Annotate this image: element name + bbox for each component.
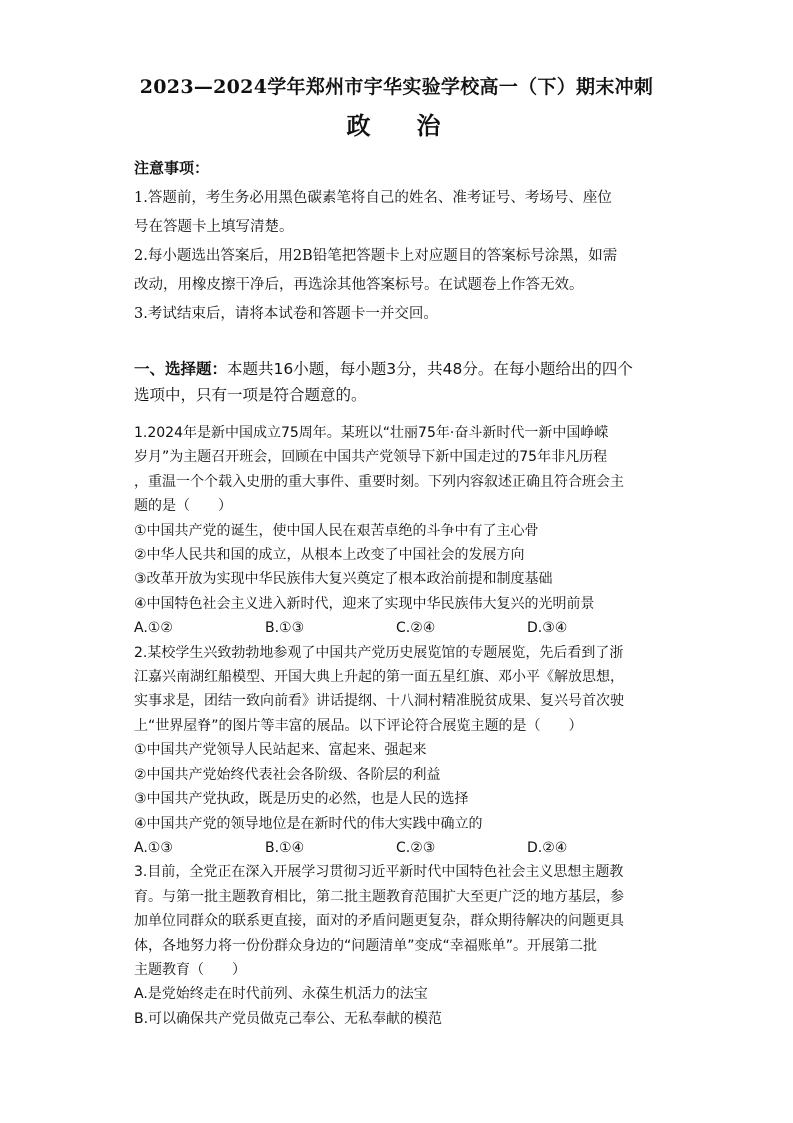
question-item: ④中国特色社会主义进入新时代，迎来了实现中华民族伟大复兴的光明前景 bbox=[134, 595, 595, 612]
question-3 bbox=[134, 860, 674, 1031]
notice-line: 2.每小题选出答案后，用2B铅笔把答题卡上对应题目的答案标号涂黑，如需 bbox=[134, 248, 618, 264]
question-item: ②中国共产党始终代表社会各阶级、各阶层的利益 bbox=[134, 766, 441, 783]
question-stem-line: 1.2024年是新中国成立75周年。某班以“壮丽75年·奋斗新时代一新中国峥嵘 bbox=[134, 425, 609, 441]
question-stem-line: ，重温一个个载入史册的重大事件、重要时刻。下列内容叙述正确且符合班会主 bbox=[134, 473, 624, 490]
question-stem-line: 体，各地努力将一份份群众身边的“问题清单”变成“幸福账单”。开展第二批 bbox=[134, 937, 598, 954]
notice-line: 号在答题卡上填写清楚。 bbox=[134, 219, 294, 235]
question-list bbox=[134, 421, 674, 1031]
subject-char-2: 治 bbox=[416, 111, 447, 140]
notice-heading: 注意事项： bbox=[134, 159, 210, 177]
question-2 bbox=[134, 641, 674, 861]
question-stem-line: 江嘉兴南湖红船模型、开国大典上升起的第一面五星红旗、邓小平《解放思想， bbox=[134, 669, 624, 686]
question-stem-line: 3.目前，全党正在深入开展学习贯彻习近平新时代中国特色社会主义思想主题教 bbox=[134, 864, 624, 881]
question-stem-line: 2.某校学生兴致勃勃地参观了中国共产党历史展览馆的专题展览，先后看到了浙 bbox=[134, 644, 624, 661]
question-stem-line: 加单位同群众的联系更直接，面对的矛盾问题更复杂，群众期待解决的问题更具 bbox=[134, 913, 624, 930]
question-stem-line: 岁月”为主题召开班会，回顾在中国共产党领导下新中国走过的75年非凡历程 bbox=[134, 449, 608, 466]
exam-title: 2023—2024学年郑州市宇华实验学校高一（下）期末冲刺 bbox=[139, 76, 654, 98]
question-item: B.可以确保共产党员做克己奉公、无私奉献的模范 bbox=[134, 1010, 443, 1027]
question-stem-line: 育。与第一批主题教育相比，第二批主题教育范围扩大至更广泛的地方基层，参 bbox=[134, 888, 624, 905]
question-1 bbox=[134, 421, 674, 641]
option-c: C.②③ bbox=[396, 839, 436, 856]
section-text-1: 本题共16小题，每小题3分，共48分。在每小题给出的四个 bbox=[227, 360, 633, 378]
question-item: ③改革开放为实现中华民族伟大复兴奠定了根本政治前提和制度基础 bbox=[134, 571, 553, 588]
option-a: A.①③ bbox=[134, 839, 173, 856]
section-text-2: 选项中，只有一项是符合题意的。 bbox=[134, 386, 367, 404]
option-a: A.①② bbox=[134, 620, 173, 637]
notice-line: 3.考试结束后，请将本试卷和答题卡一并交回。 bbox=[134, 306, 438, 322]
subject-heading bbox=[0, 106, 793, 141]
question-item: ①中国共产党领导人民站起来、富起来、强起来 bbox=[134, 742, 427, 759]
option-b: B.①④ bbox=[265, 839, 305, 856]
question-item: ②中华人民共和国的成立，从根本上改变了中国社会的发展方向 bbox=[134, 547, 525, 564]
question-item: ④中国共产党的领导地位是在新时代的伟大实践中确立的 bbox=[134, 815, 483, 832]
subject-char-1: 政 bbox=[346, 111, 377, 140]
option-d: D.②④ bbox=[527, 839, 568, 856]
section-label: 一、选择题： bbox=[134, 360, 228, 378]
option-d: D.③④ bbox=[527, 620, 568, 637]
question-item: A.是党始终走在时代前列、永葆生机活力的法宝 bbox=[134, 986, 428, 1003]
question-stem-line: 题的是（ ） bbox=[134, 498, 232, 515]
question-stem-line: 上“世界屋脊”的图片等丰富的展品。以下评论符合展览主题的是（ ） bbox=[134, 717, 583, 734]
question-stem-line: 主题教育（ ） bbox=[134, 961, 246, 978]
answer-options bbox=[134, 616, 674, 640]
question-stem-line: 实事求是，团结一致向前看》讲话提纲、十八洞村精准脱贫成果、复兴号首次驶 bbox=[134, 693, 624, 710]
question-item: ①中国共产党的诞生，使中国人民在艰苦卓绝的斗争中有了主心骨 bbox=[134, 522, 539, 539]
answer-options bbox=[134, 836, 674, 860]
notice-line: 改动，用橡皮擦干净后，再选涂其他答案标号。在试题卷上作答无效。 bbox=[134, 277, 584, 293]
question-item: ③中国共产党执政，既是历史的必然，也是人民的选择 bbox=[134, 791, 469, 808]
option-b: B.①③ bbox=[265, 620, 305, 637]
notice-line: 1.答题前，考生务必用黑色碳素笔将自己的姓名、准考证号、考场号、座位 bbox=[134, 190, 612, 206]
notice-list bbox=[134, 184, 674, 329]
option-c: C.②④ bbox=[396, 620, 436, 637]
section-heading bbox=[134, 356, 674, 408]
